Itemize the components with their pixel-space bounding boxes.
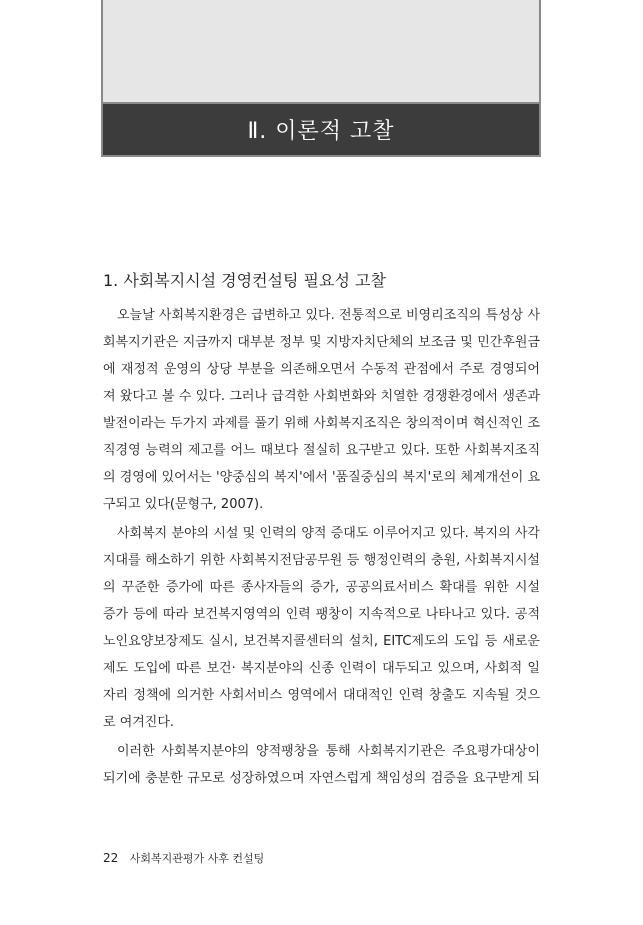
paragraph-line: 발전이라는 두가지 과제를 풀기 위해 사회복지조직은 창의적이며 혁신적인 조 xyxy=(103,416,540,431)
paragraph-line: 구되고 있다(문형구, 2007). xyxy=(103,497,264,512)
paragraph-line: 지대를 해소하기 위한 사회복지전담공무원 등 행정인력의 충원, 사회복지시설 xyxy=(103,553,540,568)
paragraph-line: 노인요양보장제도 실시, 보건복지콜센터의 설치, EITC제도의 도입 등 새로운 xyxy=(103,634,540,649)
paragraph-line: 의 경영에 있어서는 '양중심의 복지'에서 '품질중심의 복지'로의 체계개선이 요 xyxy=(103,470,540,485)
paragraph-line: 이러한 사회복지분야의 양적팽창을 통해 사회복지기관은 주요평가대상이 xyxy=(117,744,540,759)
paragraph-line: 직경영 능력의 제고를 어느 때보다 절실히 요구받고 있다. 또한 사회복지조직 xyxy=(103,443,540,458)
paragraph-line: 에 재정적 운영의 상당 부분을 의존해오면서 수동적 관점에서 주로 경영되어 xyxy=(103,362,540,377)
paragraph-line: 로 여겨진다. xyxy=(103,715,175,730)
paragraph-line: 의 꾸준한 증가에 따른 종사자들의 증가, 공공의료서비스 확대를 위한 시설 xyxy=(103,580,540,595)
paragraph-line: 오늘날 사회복지환경은 급변하고 있다. 전통적으로 비영리조직의 특성상 사 xyxy=(117,308,540,323)
chapter-header-panel xyxy=(103,0,539,102)
paragraph-line: 증가 등에 따라 보건복지영역의 인력 팽창이 지속적으로 나타나고 있다. 공적 xyxy=(103,607,540,622)
paragraph-line: 회복지기관은 지금까지 대부분 정부 및 지방자치단체의 보조금 및 민간후원금 xyxy=(103,335,540,350)
paragraph-line: 자리 정책에 의거한 사회서비스 영역에서 대대적인 인력 창출도 지속될 것으 xyxy=(103,688,540,703)
chapter-header xyxy=(101,0,541,157)
chapter-title: Ⅱ. 이론적 고찰 xyxy=(247,119,395,144)
section-title: 1. 사회복지시설 경영컨설팅 필요성 고찰 xyxy=(103,271,386,290)
page-number: 22 xyxy=(103,851,119,865)
paragraph-line: 져 왔다고 볼 수 있다. 그러나 급격한 사회변화와 치열한 경쟁환경에서 생존과 xyxy=(103,389,540,404)
paragraph-line: 사회복지 분야의 시설 및 인력의 양적 증대도 이루어지고 있다. 복지의 사각 xyxy=(117,526,540,541)
running-title: 사회복지관평가 사후 컨설팅 xyxy=(129,852,265,865)
chapter-title-bar xyxy=(103,102,539,155)
paragraph-line: 되기에 충분한 규모로 성장하였으며 자연스럽게 책임성의 검증을 요구받게 되 xyxy=(103,771,540,786)
paragraph-line: 제도 도입에 따른 보건· 복지분야의 신종 인력이 대두되고 있으며, 사회적 일 xyxy=(103,661,540,676)
page-footer xyxy=(103,850,264,866)
